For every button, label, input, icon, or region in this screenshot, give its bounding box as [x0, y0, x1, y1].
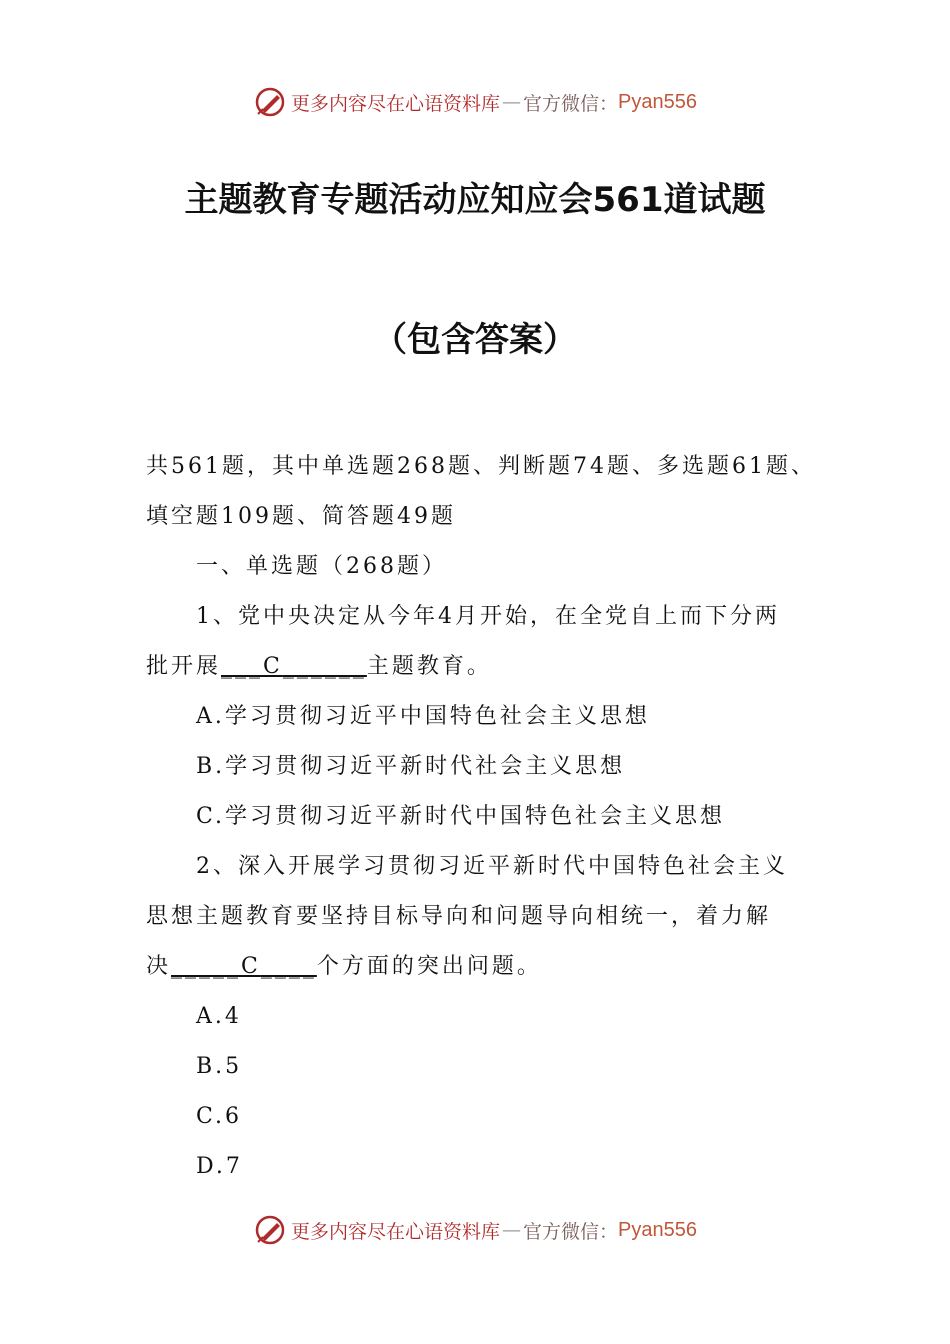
question-2-blank-before: _____ — [171, 954, 242, 979]
watermark-separator: — — [502, 91, 522, 113]
question-2-line-3 — [146, 942, 836, 992]
document-title: 主题教育专题活动应知应会561道试题 — [184, 180, 766, 220]
document-body — [146, 442, 836, 1192]
question-2-blank-after: ____ — [260, 954, 317, 979]
question-2-option-a: A.4 — [196, 1004, 242, 1029]
question-2-text-pre: 决 — [146, 954, 172, 979]
pen-logo-icon — [253, 1213, 287, 1247]
section-heading: 一、单选题（268题） — [196, 554, 447, 579]
summary-line-1: 共561题，其中单选题268题、判断题74题、多选题61题、 — [146, 454, 816, 479]
watermark-wechat-id: Pyan556 — [618, 90, 697, 113]
question-1-blank-before: ___ — [221, 654, 264, 679]
question-1-option-b: B.学习贯彻习近平新时代社会主义思想 — [196, 754, 626, 779]
document-subtitle: （包含答案） — [373, 320, 577, 360]
watermark-label: 官方微信： — [523, 1220, 619, 1243]
header-watermark — [0, 82, 950, 122]
watermark-brand: 更多内容尽在心语资料库 — [291, 92, 501, 115]
question-2-line-1: 2、深入开展学习贯彻习近平新时代中国特色社会主义 — [196, 854, 788, 879]
pen-logo-icon — [253, 85, 287, 119]
watermark-separator: — — [502, 1219, 522, 1241]
question-2-option-b: B.5 — [196, 1054, 243, 1079]
question-1-text-pre: 批开展 — [146, 654, 222, 679]
question-1-option-a: A.学习贯彻习近平中国特色社会主义思想 — [196, 704, 650, 729]
question-2-line-2: 思想主题教育要坚持目标导向和问题导向相统一，着力解 — [146, 904, 772, 929]
question-2-option-c: C.6 — [196, 1104, 243, 1129]
question-1-text-post: 主题教育。 — [366, 654, 492, 679]
watermark-brand: 更多内容尽在心语资料库 — [291, 1220, 501, 1243]
question-1-option-c: C.学习贯彻习近平新时代中国特色社会主义思想 — [196, 804, 726, 829]
watermark-label: 官方微信： — [523, 92, 619, 115]
question-1-blank-after: ______ — [282, 654, 367, 679]
question-2-option-d: D.7 — [196, 1154, 243, 1179]
question-1-line-1: 1、党中央决定从今年4月开始，在全党自上而下分两 — [196, 604, 780, 629]
summary-line-2: 填空题109题、简答题49题 — [146, 504, 456, 529]
question-2-text-post: 个方面的突出问题。 — [316, 954, 542, 979]
question-2-answer: C — [241, 954, 261, 979]
watermark-wechat-id: Pyan556 — [618, 1218, 697, 1241]
question-1-line-2 — [146, 642, 836, 692]
question-1-answer: C — [263, 654, 283, 679]
footer-watermark — [0, 1210, 950, 1250]
